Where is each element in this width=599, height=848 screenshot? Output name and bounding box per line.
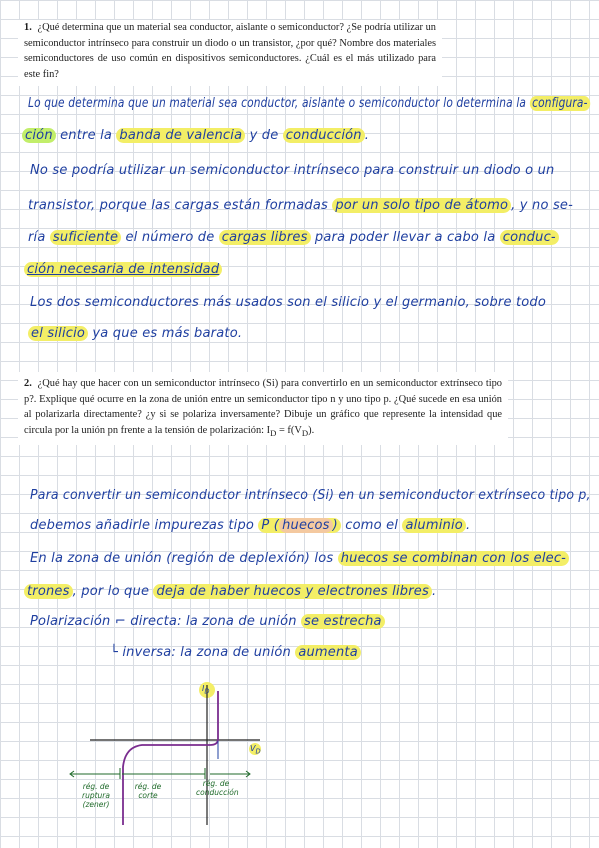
question-2-text: ¿Qué hay que hacer con un semiconductor intrínseco (Si) para convertirlo en un semiconductor extrínseco tipo p?. Explique qué ocurre en la zona de unión entre un semiconductor tipo n y uno tipo p. ¿Qué sucede en esa unión al polarizarla directamente? ¿y si se polariza inversamente? Dibuje un gráfico que represente la intensidad que circula por la unión pn frente a la tensión de polarización: I bbox=[24, 378, 502, 436]
region-conduccion-label: rég. de conducción bbox=[196, 779, 239, 797]
answer-1-line-5: ría suficiente el número de cargas libres para poder llevar a cabo la conduc- bbox=[28, 230, 559, 245]
question-2: 2. ¿Qué hay que hacer con un semiconductor intrínseco (Si) para convertirlo en un semiconductor extrínseco tipo p?. Explique qué ocurre en la zona de unión entre un semiconductor tipo n y uno tipo p. ¿Qué sucede en esa unión al polarizarla directamente? ¿y si se polariza inversamente? Dibuje un gráfico que represente la intensidad que circula por la unión pn frente a la tensión de polarización: $I_D = f(V_D)$. bbox=[18, 372, 508, 445]
answer-1-line-3: No se podría utilizar un semiconductor intrínseco para construir un diodo o un bbox=[30, 163, 555, 178]
question-1-number: 1. bbox=[24, 22, 32, 33]
answer-1-line-7: Los dos semiconductores más usados son el silicio y el germanio, sobre todo bbox=[30, 295, 547, 310]
answer-1-line-2: ción entre la banda de valencia y de conducción . bbox=[22, 128, 369, 143]
iv-curve bbox=[123, 691, 218, 825]
x-axis-label: $V_D$ bbox=[250, 744, 261, 756]
y-axis-label: $I_D$ bbox=[202, 684, 210, 696]
iv-curve-graph bbox=[60, 675, 290, 835]
answer-2-line-5: Polarización ⌐ directa: la zona de unión se estrecha bbox=[30, 614, 385, 629]
question-1-text: ¿Qué determina que un material sea conductor, aislante o semiconductor? ¿Se podría utilizar un semiconductor intrínseco para construir un diodo o un transistor, ¿por qué? Nombre dos materiales semiconductores de uso común en dispositivos semiconductores. ¿Cuál es el más utilizado para este fin? bbox=[24, 22, 436, 80]
question-1 bbox=[18, 20, 442, 86]
answer-2-line-3: En la zona de unión (región de deplexión) los huecos se combinan con los elec- bbox=[30, 551, 569, 566]
answer-1-line-4: transistor, porque las cargas están formadas por un solo tipo de átomo , y no se- bbox=[28, 198, 574, 213]
answer-1-line-8: el silicio ya que es más barato. bbox=[28, 326, 242, 341]
answer-2-line-6: └ inversa: la zona de unión aumenta bbox=[110, 645, 361, 660]
answer-2-line-1: Para convertir un semiconductor intrínseco (Si) en un semiconductor extrínseco tipo p, bbox=[30, 488, 591, 503]
answer-1-line-1: Lo que determina que un material sea conductor, aislante o semiconductor lo determina la configura- bbox=[28, 96, 590, 111]
answer-1-line-6: ción necesaria de intensidad bbox=[24, 262, 222, 277]
region-corte-label: rég. de corte bbox=[134, 782, 162, 800]
answer-2-line-2: debemos añadirle impurezas tipo P ( huecos ) como el aluminio . bbox=[30, 518, 471, 533]
region-ruptura-label: rég. de ruptura (zener) bbox=[82, 782, 110, 809]
answer-2-line-4: trones , por lo que deja de haber huecos y electrones libres . bbox=[24, 584, 436, 599]
question-2-number: 2. bbox=[24, 378, 32, 389]
